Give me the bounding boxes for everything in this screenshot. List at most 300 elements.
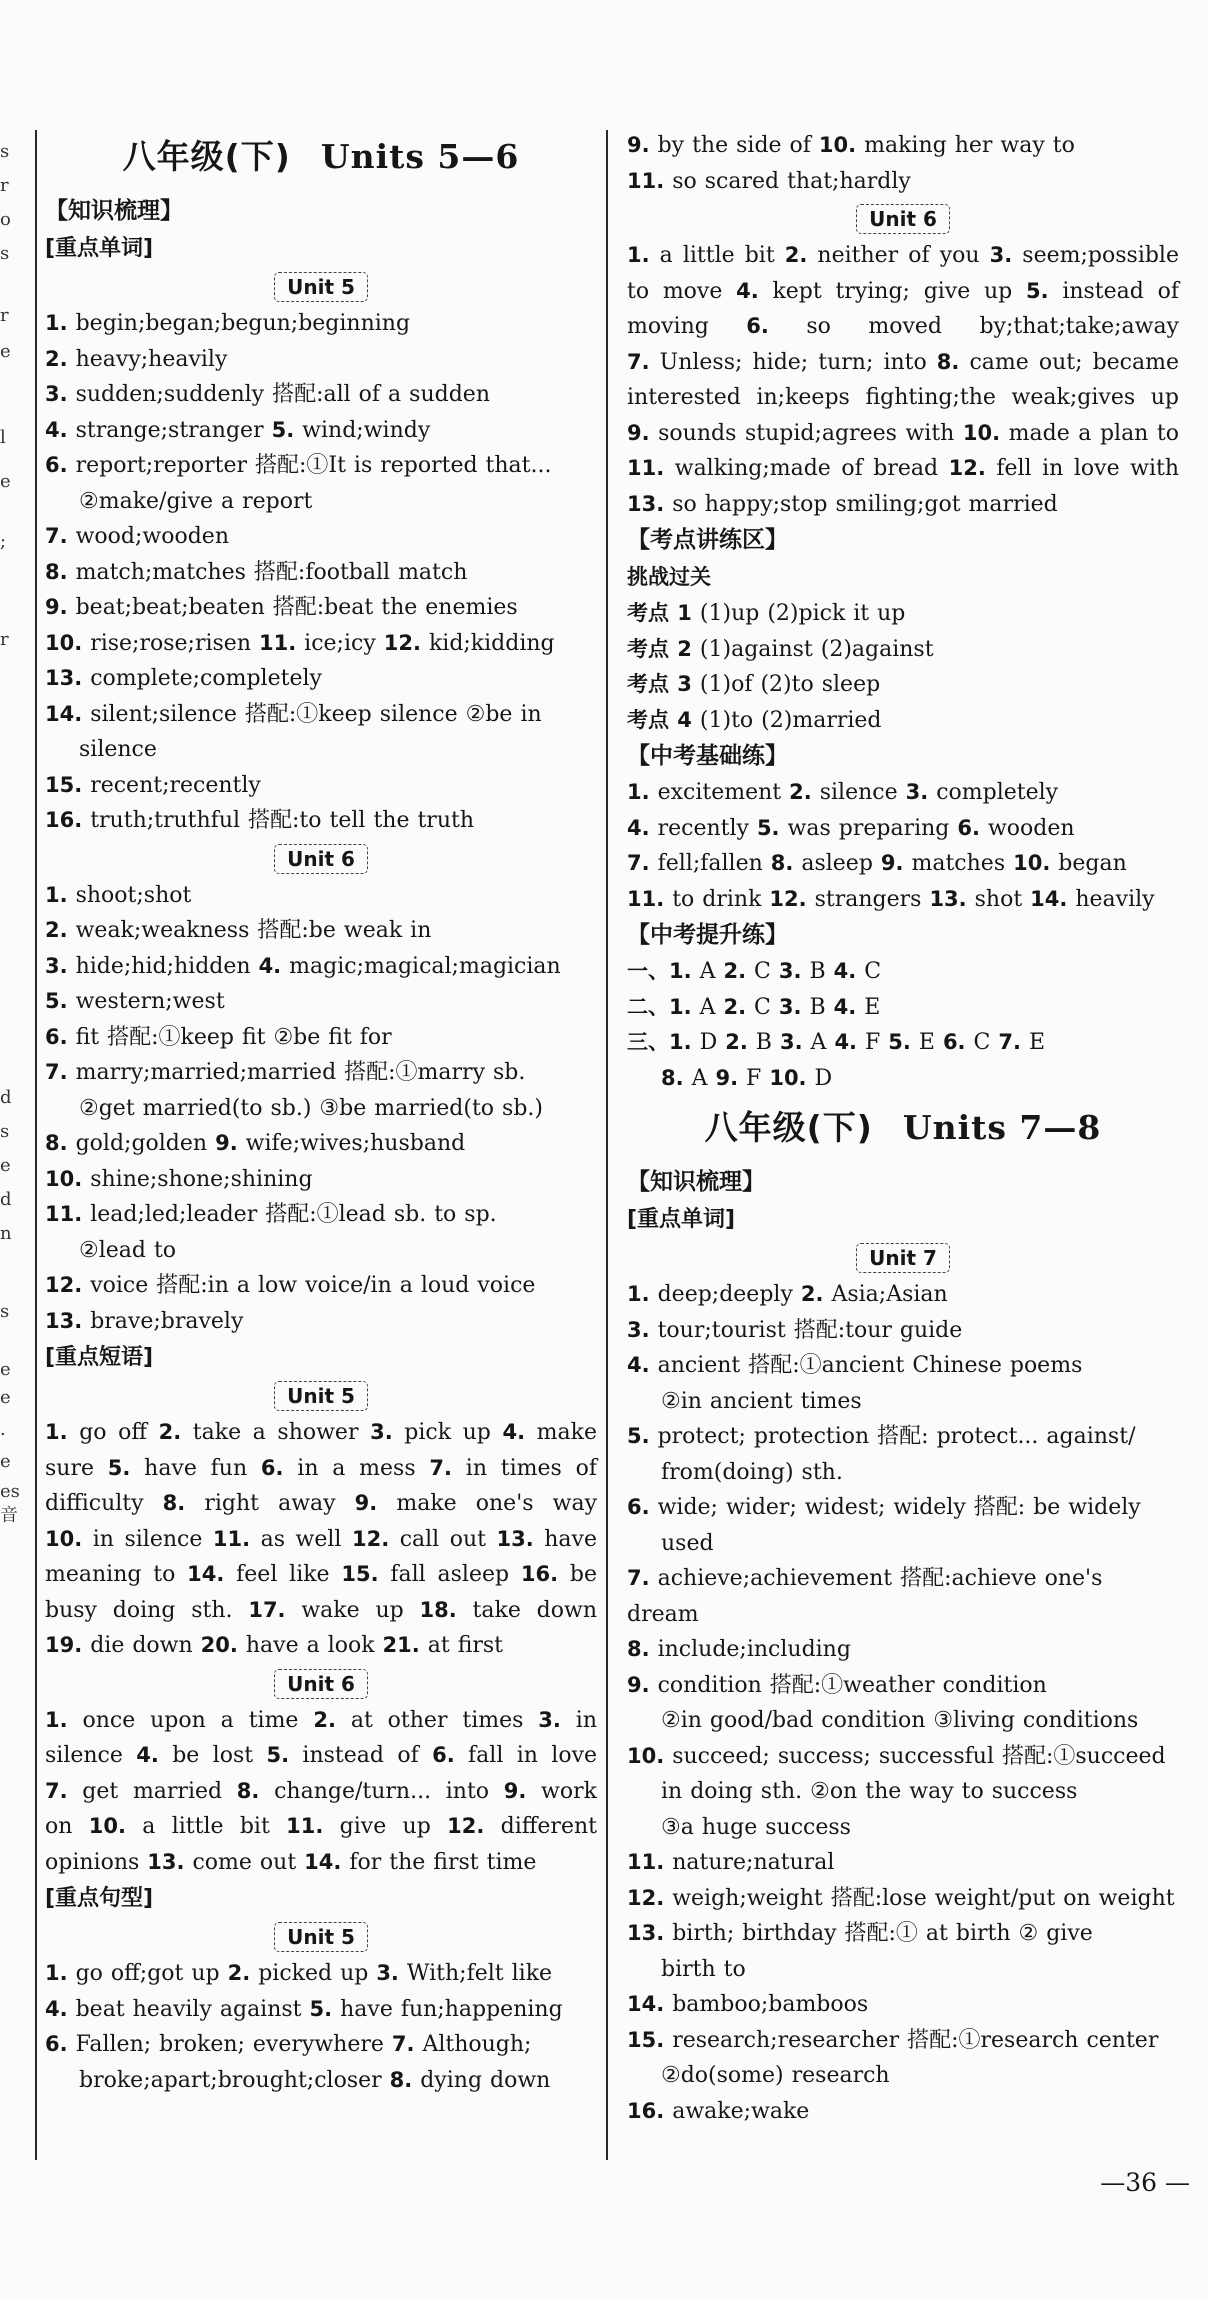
item-number: 2. [723, 959, 747, 983]
item-number: 考点 2 [627, 636, 692, 661]
item-answer: gold;golden [67, 1131, 216, 1156]
answer-line [627, 1952, 1179, 1988]
item-answer: shot [966, 886, 1031, 912]
answer-line [45, 803, 597, 839]
item-number: 2. [158, 1420, 182, 1444]
item-number: 18. [419, 1597, 457, 1622]
item-number: 1. [627, 1282, 650, 1306]
item-answer: silent;silence 搭配:①keep silence ②be in [82, 701, 542, 727]
answer-line [627, 846, 1179, 882]
item-answer: take down [456, 1597, 598, 1623]
item-answer: silence [811, 780, 906, 805]
answer-line [627, 1061, 1179, 1097]
item-answer: B [747, 1030, 780, 1055]
item-answer: ancient 搭配:①ancient Chinese poems [649, 1353, 1083, 1378]
item-number: 10. [818, 133, 857, 157]
answer-line [627, 380, 1179, 416]
item-answer: ②in good/bad condition ③living conditions [661, 1708, 1139, 1733]
item-answer: heavily [1067, 886, 1155, 912]
item-answer: once upon a time [67, 1707, 314, 1733]
item-number: 10. [45, 1166, 83, 1191]
item-number: 4. [45, 417, 68, 442]
item-number: 7. [627, 851, 650, 875]
answer-line [45, 1809, 597, 1845]
answer-line [627, 238, 1179, 274]
item-answer: D [691, 1030, 726, 1055]
item-number: 3. [778, 994, 802, 1019]
answer-line [45, 2063, 597, 2099]
item-answer: matches [903, 851, 1014, 876]
item-number: 6. [746, 314, 769, 338]
item-number: 10. [627, 1743, 665, 1768]
answer-line [627, 667, 1179, 703]
unit-6-badge: Unit 6 [274, 844, 368, 874]
item-answer: a little bit [125, 1814, 287, 1839]
answer-line [627, 1455, 1179, 1491]
item-answer: wooden [979, 815, 1075, 841]
item-answer: silence [45, 1743, 137, 1768]
item-number: 8. [627, 1637, 650, 1661]
edge-fragment: e [0, 341, 11, 362]
item-number: 13. [627, 1921, 665, 1945]
answer-line [627, 1490, 1179, 1526]
item-answer: dying down [412, 2067, 551, 2093]
item-answer: protect; protection 搭配: protect... against/ [649, 1424, 1136, 1449]
answer-line [627, 775, 1179, 811]
section-title-units-7-8 [627, 1098, 1179, 1158]
item-number: 19. [45, 1633, 83, 1657]
item-number: 8. [45, 1131, 68, 1155]
answer-line [45, 1451, 597, 1487]
answer-line [627, 1845, 1179, 1881]
item-number: 6. [432, 1743, 455, 1767]
knowledge-heading: 【知识梳理】 [45, 198, 183, 224]
item-number: 4. [833, 959, 857, 983]
item-answer: condition 搭配:①weather condition [649, 1672, 1047, 1698]
item-answer: so scared that;hardly [664, 168, 911, 194]
answer-line [627, 1526, 1179, 1562]
item-number: 2. [725, 1030, 748, 1054]
answer-line [45, 913, 597, 949]
item-answer: a little bit [649, 243, 785, 268]
item-number: 16. [45, 808, 83, 832]
answer-line [45, 732, 597, 768]
item-number: 7. [391, 2032, 415, 2056]
item-number: 15. [45, 772, 83, 797]
section-title-units: Units 5—6 [320, 137, 520, 176]
answer-line [627, 487, 1179, 523]
item-answer: neither of you [807, 243, 990, 268]
item-answer: excitement [649, 780, 790, 805]
item-answer: make one's way [377, 1491, 597, 1516]
unit-6-badge: Unit 6 [856, 204, 950, 234]
item-number: 13. [147, 1849, 185, 1874]
item-answer: B [801, 959, 834, 984]
item-answer: fit 搭配:①keep fit ②be fit for [67, 1024, 392, 1050]
item-number: 7. [45, 1060, 68, 1084]
answer-line [45, 1126, 597, 1162]
answer-line [45, 1486, 597, 1522]
item-number: 1. [627, 243, 650, 267]
item-number: 3. [538, 1707, 561, 1732]
edge-fragment: 音 [0, 1505, 18, 1526]
right-column [627, 128, 1179, 2129]
answer-line [627, 2094, 1179, 2130]
item-answer: seem;possible [1012, 243, 1179, 268]
item-number: 9. [715, 1065, 739, 1090]
item-answer: (1)against (2)against [691, 636, 934, 662]
item-number: 8. [389, 2067, 413, 2092]
answer-line [627, 990, 1179, 1026]
item-number: 8. [162, 1491, 186, 1515]
left-margin-rule [35, 130, 37, 2160]
item-answer: at other times [335, 1707, 539, 1733]
unit-5-badge: Unit 5 [274, 1922, 368, 1952]
item-answer: pick up [392, 1420, 503, 1445]
answer-line [627, 1739, 1179, 1775]
edge-fragment: s [0, 1301, 10, 1322]
item-answer: ③a huge success [661, 1814, 851, 1840]
item-answer: have fun;happening [332, 1996, 563, 2022]
item-number: 12. [627, 1885, 665, 1910]
item-number: 9. [503, 1778, 527, 1803]
answer-line [627, 1313, 1179, 1349]
answer-line [45, 306, 597, 342]
answer-line [627, 2058, 1179, 2094]
item-answer: asleep [793, 851, 881, 876]
item-answer: was preparing [779, 815, 958, 841]
item-answer: silence [79, 737, 157, 762]
answer-line [45, 1268, 597, 1304]
item-number: 1. [45, 1420, 68, 1444]
answer-line [627, 1987, 1179, 2023]
item-answer: rise;rose;risen [82, 630, 259, 656]
item-answer: succeed; success; successful 搭配:①succeed [664, 1743, 1166, 1769]
item-number: 16. [520, 1562, 559, 1586]
item-answer: awake;wake [664, 2098, 810, 2124]
item-answer: wide; wider; widest; widely 搭配: be widely [649, 1495, 1141, 1520]
item-answer: begin;began;begun;beginning [67, 311, 411, 336]
answer-line [627, 451, 1179, 487]
item-answer: in a mess [283, 1455, 430, 1481]
item-answer: right away [185, 1491, 355, 1516]
item-answer: shoot;shot [67, 882, 192, 908]
item-number: 2. [45, 918, 68, 942]
item-number: 20. [200, 1633, 238, 1657]
item-answer: achieve;achievement 搭配:achieve one's dream [627, 1566, 1103, 1627]
column-divider [606, 130, 608, 2160]
answer-line [45, 949, 597, 985]
item-answer: difficulty [45, 1491, 163, 1516]
edge-fragment: e [0, 471, 11, 492]
section-title-units-5-6 [45, 127, 597, 187]
item-answer: (1)to (2)married [691, 707, 882, 733]
item-answer: for the first time [341, 1849, 537, 1875]
key-words-heading: [重点单词] [45, 236, 154, 261]
edge-fragment: d [0, 1087, 12, 1108]
answer-line [627, 1881, 1179, 1917]
item-number: 3. [778, 959, 802, 983]
answer-line [45, 342, 597, 378]
item-answer: began [1050, 851, 1127, 876]
item-number: 10. [88, 1814, 126, 1838]
item-answer: E [856, 994, 881, 1020]
answer-line [45, 448, 597, 484]
item-number: 3. [370, 1420, 393, 1444]
answer-line [45, 1956, 597, 1992]
item-number: 5. [266, 1743, 290, 1767]
item-answer: fall in love [454, 1743, 598, 1768]
item-number: 13. [627, 491, 665, 516]
item-answer: be lost [158, 1743, 267, 1768]
answer-line [627, 954, 1179, 990]
item-number: 1. [45, 1961, 68, 1985]
item-answer: fell;fallen [649, 851, 771, 876]
item-answer: ②in ancient times [661, 1388, 862, 1414]
answer-line [627, 632, 1179, 668]
item-answer: tour;tourist 搭配:tour guide [649, 1317, 963, 1343]
item-answer: weak;weakness 搭配:be weak in [67, 918, 432, 943]
edge-fragment: s [0, 141, 10, 162]
answer-line [627, 416, 1179, 452]
item-number: 2. [784, 243, 808, 267]
item-answer: magic;magical;magician [281, 953, 561, 979]
item-answer: moving [627, 314, 747, 339]
item-answer: lead;led;leader 搭配:①lead sb. to sp. [82, 1202, 497, 1227]
item-number: 17. [248, 1597, 286, 1622]
answer-line [627, 274, 1179, 310]
item-number: 10. [1013, 851, 1051, 875]
item-answer: C [746, 959, 779, 984]
answer-line [45, 2027, 597, 2063]
item-answer: made a plan to [1000, 420, 1179, 446]
item-answer: F [738, 1065, 770, 1091]
edge-fragment: d [0, 1189, 12, 1210]
item-answer: to move [627, 278, 737, 304]
item-answer: meaning to [45, 1562, 188, 1587]
answer-line [45, 626, 597, 662]
answer-line [45, 1593, 597, 1629]
answer-line [45, 377, 597, 413]
item-number: 5. [888, 1030, 911, 1054]
item-number: 8. [936, 349, 960, 374]
item-answer: voice 搭配:in a low voice/in a loud voice [82, 1273, 536, 1298]
item-answer: wake up [285, 1597, 420, 1623]
answer-line [627, 128, 1179, 164]
item-answer: walking;made of bread [664, 456, 949, 481]
item-number: 2. [227, 1961, 251, 1985]
item-number: 9. [45, 595, 68, 619]
answer-line [45, 484, 597, 520]
item-answer: instead of [289, 1743, 433, 1768]
item-answer: match;matches 搭配:football match [67, 559, 468, 585]
item-number: 10. [45, 1526, 83, 1551]
item-number: 12. [447, 1814, 485, 1838]
item-answer: A [691, 994, 724, 1020]
item-number: 11. [627, 168, 665, 193]
answer-line [45, 1197, 597, 1233]
item-answer: E [910, 1030, 943, 1055]
item-answer: strangers [806, 886, 930, 912]
item-number: 1. [45, 882, 68, 907]
answer-line [627, 1561, 1179, 1632]
item-number: 1. [627, 780, 650, 804]
basic-practice-heading: 【中考基础练】 [627, 743, 788, 769]
answer-line [627, 1632, 1179, 1668]
answer-line [45, 1845, 597, 1881]
answer-line [45, 661, 597, 697]
answer-line [45, 1162, 597, 1198]
item-answer: bamboo;bamboos [664, 1992, 869, 2017]
answer-line [45, 768, 597, 804]
item-answer: weigh;weight 搭配:lose weight/put on weight [664, 1885, 1175, 1911]
knowledge-heading: 【知识梳理】 [627, 1169, 765, 1195]
answer-line [45, 1628, 597, 1664]
item-answer: Asia;Asian [823, 1282, 948, 1307]
item-answer: strange;stranger [67, 417, 272, 443]
item-number: 2. [313, 1707, 336, 1732]
item-answer: C [965, 1030, 999, 1055]
item-number: 7. [429, 1455, 453, 1480]
answer-line [45, 519, 597, 555]
item-answer: instead of [1048, 278, 1179, 304]
item-answer: die down [82, 1633, 201, 1658]
answer-line [45, 1233, 597, 1269]
item-answer: recent;recently [82, 772, 261, 798]
item-number: 一、1. [627, 959, 692, 983]
answer-line [627, 164, 1179, 200]
item-number: 14. [627, 1992, 665, 2016]
key-words-heading: [重点单词] [627, 1207, 736, 1232]
item-answer: B [801, 994, 834, 1020]
item-number: 12. [45, 1273, 83, 1297]
answer-line [627, 345, 1179, 381]
item-number: 3. [45, 382, 68, 406]
page-number [0, 2168, 1190, 2197]
item-number: 6. [260, 1455, 284, 1480]
item-answer: sounds stupid;agrees with [649, 420, 963, 446]
answer-line [45, 413, 597, 449]
answer-line [627, 1916, 1179, 1952]
item-number: 13. [496, 1526, 534, 1551]
key-words-unit-5 [45, 306, 597, 839]
item-number: 14. [304, 1849, 342, 1874]
item-answer: as well [250, 1526, 352, 1552]
item-answer: brave;bravely [82, 1308, 244, 1334]
item-number: 3. [45, 953, 68, 978]
item-answer: wife;wives;husband [237, 1131, 466, 1156]
edge-fragment: r [0, 175, 9, 196]
item-number: 15. [341, 1562, 379, 1586]
item-answer: go off;got up [67, 1961, 228, 1986]
item-number: 7. [45, 524, 68, 548]
item-answer: fell in love with [985, 456, 1179, 481]
item-answer: making her way to [856, 133, 1075, 158]
item-number: 9. [354, 1491, 378, 1515]
item-answer: heavy;heavily [67, 346, 228, 372]
edge-fragment: e [0, 1451, 11, 1472]
item-number: 6. [45, 2032, 68, 2056]
answer-line [45, 1415, 597, 1451]
item-number: 考点 1 [627, 601, 692, 625]
item-answer: fall asleep [378, 1562, 521, 1587]
key-phrases-unit-5 [45, 1415, 597, 1664]
item-answer: beat heavily against [67, 1996, 310, 2022]
item-number: 3. [779, 1030, 803, 1054]
item-answer: kept trying; give up [758, 278, 1026, 304]
answer-line [627, 1277, 1179, 1313]
item-answer: interested in;keeps fighting;the weak;gives up [627, 385, 1179, 410]
item-answer: on [45, 1814, 89, 1839]
item-answer: wind;windy [294, 417, 431, 443]
item-answer: birth; birthday 搭配:① at birth ② give [664, 1921, 1093, 1946]
item-answer: sudden;suddenly 搭配:all of a sudden [67, 382, 490, 407]
item-answer: busy doing sth. [45, 1597, 249, 1623]
edge-fragment: s [0, 243, 10, 264]
unit-5-badge: Unit 5 [274, 272, 368, 302]
answer-line [627, 811, 1179, 847]
answer-line [627, 1810, 1179, 1846]
item-number: 3. [989, 243, 1013, 267]
item-number: 7. [998, 1030, 1021, 1054]
item-answer: different [484, 1814, 597, 1839]
item-number: 5. [1025, 278, 1049, 303]
item-answer: Unless; hide; turn; into [649, 349, 937, 375]
item-answer: used [661, 1530, 714, 1556]
edge-fragment: r [0, 629, 9, 650]
item-number: 3. [376, 1961, 399, 1985]
item-number: 6. [627, 1495, 650, 1519]
item-answer: F [857, 1030, 889, 1055]
answer-line [45, 1992, 597, 2028]
item-answer: to drink [664, 886, 770, 912]
item-number: 11. [627, 456, 665, 480]
key-sentences-heading: [重点句型] [45, 1886, 154, 1911]
item-number: 8. [770, 851, 794, 875]
item-number: 5. [309, 1996, 333, 2021]
item-number: 4. [833, 994, 857, 1019]
key-words-unit-7 [627, 1277, 1179, 2129]
item-number: 14. [45, 701, 83, 726]
item-answer: beat;beat;beaten 搭配:beat the enemies [67, 595, 518, 620]
edge-fragment: o [0, 209, 11, 230]
challenge-label: 挑战过关 [627, 565, 711, 589]
item-answer: nature;natural [664, 1850, 835, 1875]
item-number: 16. [627, 2098, 665, 2123]
edge-fragment: l [0, 427, 6, 448]
item-number: 9. [880, 851, 904, 875]
item-number: 13. [45, 666, 83, 690]
item-number: 4. [45, 1996, 68, 2021]
item-answer: be [558, 1562, 597, 1587]
answer-line [627, 309, 1179, 345]
item-number: 12. [948, 456, 986, 480]
item-number: 4. [627, 1353, 650, 1377]
answer-line [45, 590, 597, 626]
edge-fragment: s [0, 1121, 10, 1142]
item-number: 4. [736, 278, 759, 303]
exam-points-list [627, 596, 1179, 738]
item-number: 考点 4 [627, 707, 692, 732]
item-answer: ②do(some) research [661, 2063, 890, 2088]
item-answer: deep;deeply [649, 1282, 801, 1307]
item-number: 二、1. [627, 994, 692, 1019]
item-answer: make [525, 1420, 598, 1445]
item-number: 1. [45, 311, 68, 335]
item-number: 5. [107, 1455, 131, 1480]
edge-fragment: r [0, 305, 9, 326]
item-number: 4. [502, 1420, 526, 1444]
